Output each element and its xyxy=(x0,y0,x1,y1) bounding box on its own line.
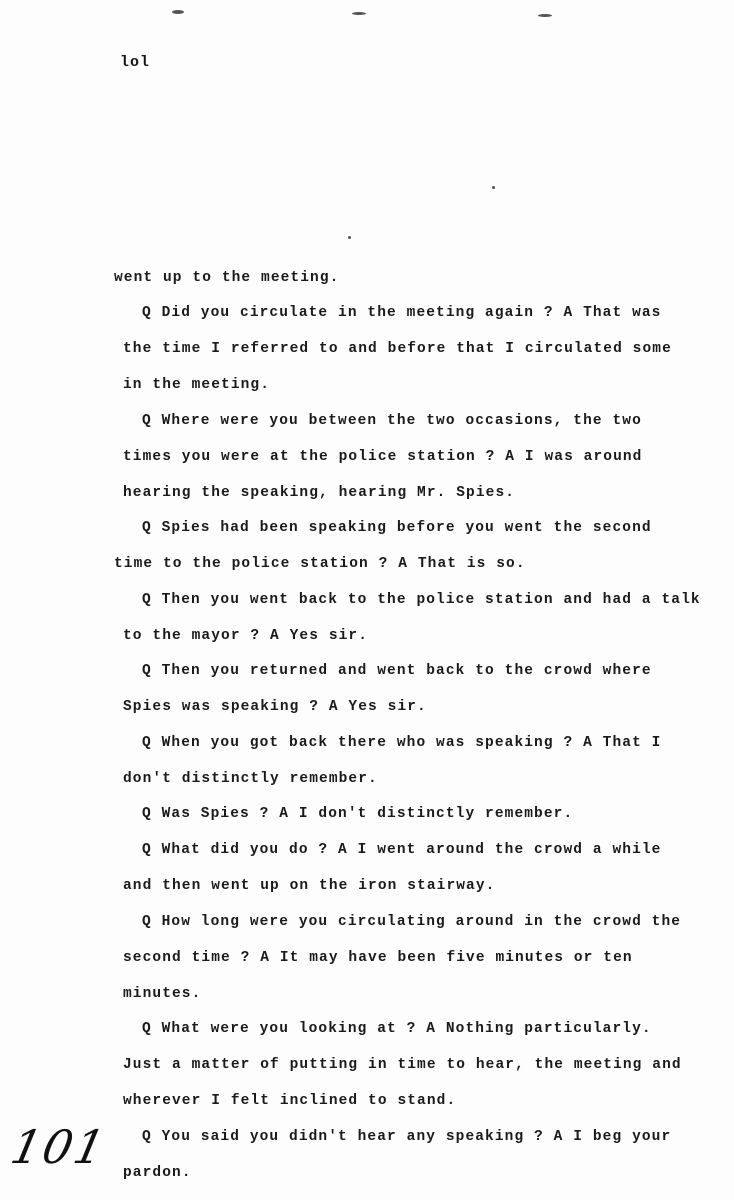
scan-speck xyxy=(538,14,552,17)
text-line: Q Then you returned and went back to the crowd where xyxy=(142,663,652,679)
text-line: Q You said you didn't hear any speaking ? A I beg your xyxy=(142,1129,672,1145)
text-line: don't distinctly remember. xyxy=(123,771,378,787)
text-line: Q What were you looking at ? A Nothing particularly. xyxy=(142,1021,652,1037)
text-line: Q When you got back there who was speaking ? A That I xyxy=(142,735,662,751)
text-line: in the meeting. xyxy=(123,377,271,393)
text-line: Q How long were you circulating around in the crowd the xyxy=(142,914,682,930)
text-line: and then went up on the iron stairway. xyxy=(123,878,496,894)
text-line: Q Then you went back to the police station and had a talk xyxy=(142,592,701,608)
text-line: the time I referred to and before that I circulated some xyxy=(123,341,672,357)
text-line: Spies was speaking ? A Yes sir. xyxy=(123,699,427,715)
text-line: second time ? A It may have been five minutes or ten xyxy=(123,950,633,966)
text-line: wherever I felt inclined to stand. xyxy=(123,1093,457,1109)
scan-speck xyxy=(492,186,495,189)
scan-speck xyxy=(348,236,351,239)
text-line: Q Where were you between the two occasions, the two xyxy=(142,413,642,429)
text-line: went up to the meeting. xyxy=(114,270,340,286)
page-number: lol xyxy=(120,54,151,71)
text-line: Q Spies had been speaking before you went the second xyxy=(142,520,652,536)
text-line: Q Did you circulate in the meeting again ? A That was xyxy=(142,305,662,321)
text-line: minutes. xyxy=(123,986,202,1002)
text-line: hearing the speaking, hearing Mr. Spies. xyxy=(123,485,516,501)
text-line: time to the police station ? A That is so. xyxy=(114,556,526,572)
scan-speck xyxy=(352,12,366,15)
scan-speck xyxy=(172,10,184,14)
text-line: Just a matter of putting in time to hear, the meeting and xyxy=(123,1057,682,1073)
text-line: to the mayor ? A Yes sir. xyxy=(123,628,369,644)
text-line: pardon. xyxy=(123,1165,192,1181)
text-line: Q What did you do ? A I went around the crowd a while xyxy=(142,842,662,858)
text-line: times you were at the police station ? A I was around xyxy=(123,449,643,465)
handwritten-page-number: 101 xyxy=(6,1120,112,1174)
text-line: Q Was Spies ? A I don't distinctly remember. xyxy=(142,806,574,822)
